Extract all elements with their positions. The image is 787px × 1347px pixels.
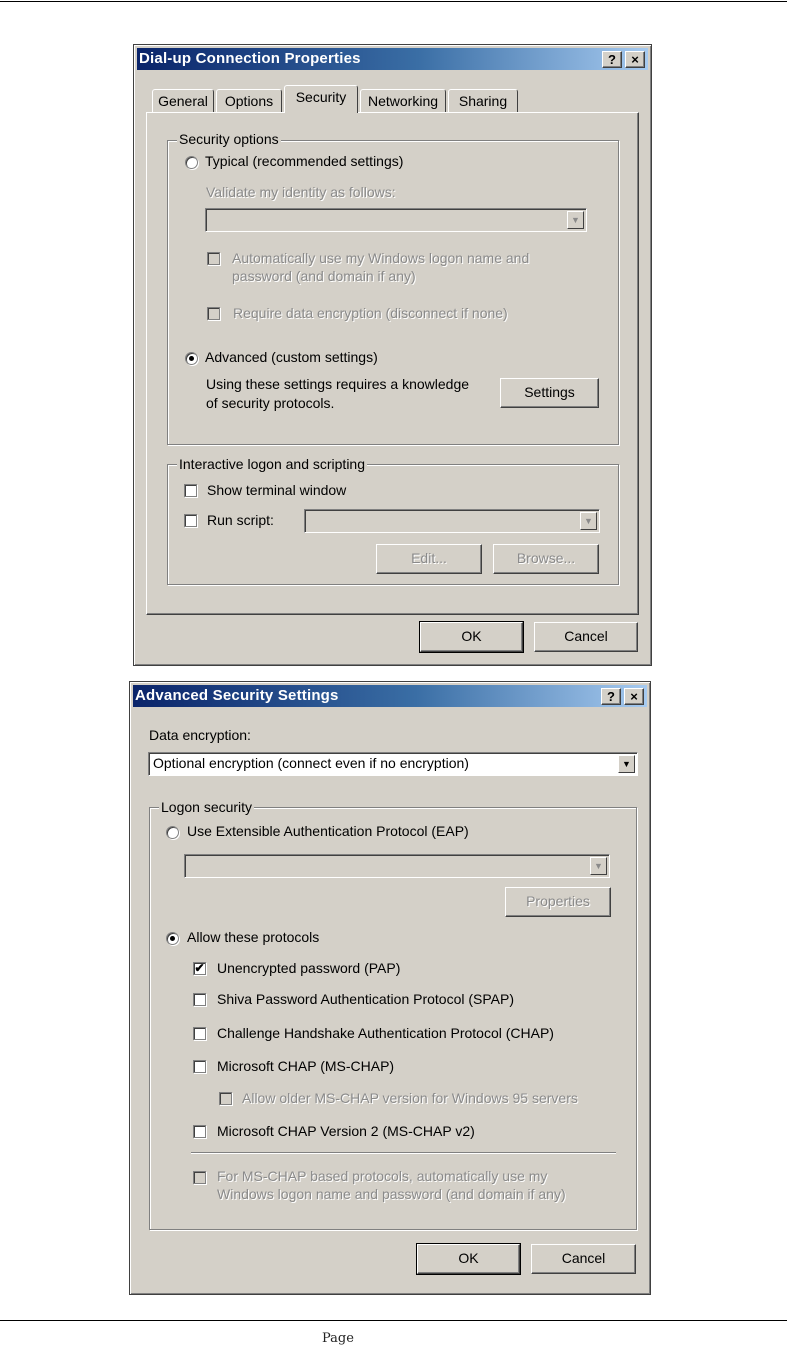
auto-logon-mschap-line2: Windows logon name and password (and domain if any)	[217, 1186, 566, 1202]
auto-logon-checkbox[interactable]	[207, 252, 220, 265]
tab-networking[interactable]: Networking	[360, 89, 446, 113]
help-button[interactable]: ?	[602, 51, 622, 68]
properties-button[interactable]: Properties	[505, 887, 611, 917]
allow-older-mschap-checkbox[interactable]	[219, 1092, 232, 1105]
eap-label: Use Extensible Authentication Protocol (EAP)	[187, 823, 469, 839]
dial-up-properties-dialog	[133, 44, 652, 666]
help-button[interactable]: ?	[601, 688, 621, 705]
logon-security-label: Logon security	[161, 799, 253, 815]
advanced-security-settings-dialog	[129, 681, 651, 1295]
allow-older-mschap-label: Allow older MS-CHAP version for Windows 95 servers	[242, 1090, 578, 1106]
spap-checkbox[interactable]	[193, 993, 206, 1006]
advanced-description-line1: Using these settings requires a knowledge	[206, 376, 470, 392]
show-terminal-label: Show terminal window	[207, 482, 347, 498]
mschap-v2-checkbox[interactable]	[193, 1125, 206, 1138]
ok-button[interactable]: OK	[420, 622, 523, 652]
browse-button[interactable]: Browse...	[493, 544, 599, 574]
ok-button[interactable]: OK	[417, 1244, 520, 1274]
dropdown-arrow-icon: ▼	[590, 857, 607, 875]
data-encryption-label: Data encryption:	[149, 727, 251, 743]
mschap-v2-label: Microsoft CHAP Version 2 (MS-CHAP v2)	[217, 1123, 475, 1139]
cancel-button[interactable]: Cancel	[534, 622, 638, 652]
auto-logon-mschap-line1: For MS-CHAP based protocols, automatically use my	[217, 1168, 548, 1184]
run-script-label: Run script:	[207, 512, 274, 528]
allow-protocols-radio[interactable]	[166, 932, 179, 945]
advanced-radio[interactable]	[185, 352, 198, 365]
edit-button[interactable]: Edit...	[376, 544, 482, 574]
protocols-separator	[191, 1152, 616, 1154]
allow-protocols-label: Allow these protocols	[187, 929, 320, 945]
chap-label: Challenge Handshake Authentication Protocol (CHAP)	[217, 1025, 554, 1041]
tab-options[interactable]: Options	[216, 89, 282, 113]
pap-checkbox[interactable]: ✔	[194, 961, 205, 975]
tab-sharing[interactable]: Sharing	[448, 89, 518, 113]
interactive-logon-label: Interactive logon and scripting	[179, 456, 365, 472]
show-terminal-checkbox[interactable]	[184, 484, 197, 497]
dialog-title: Advanced Security Settings	[135, 687, 339, 704]
typical-label: Typical (recommended settings)	[205, 153, 404, 169]
dropdown-arrow-icon: ▼	[567, 211, 584, 229]
dropdown-arrow-icon: ▼	[618, 755, 635, 773]
dialog-title-bar[interactable]	[133, 685, 647, 707]
typical-radio[interactable]	[185, 156, 198, 169]
cancel-button[interactable]: Cancel	[531, 1244, 636, 1274]
top-page-rule	[0, 1, 787, 2]
advanced-description-line2: of security protocols.	[206, 395, 335, 411]
chap-checkbox[interactable]	[193, 1027, 206, 1040]
security-options-label: Security options	[179, 131, 279, 147]
bottom-page-rule	[0, 1320, 787, 1321]
page-footer: Page	[322, 1331, 354, 1346]
eap-radio[interactable]	[166, 826, 179, 839]
require-encryption-label: Require data encryption (disconnect if none)	[233, 305, 508, 321]
auto-logon-label-line2: password (and domain if any)	[232, 268, 416, 284]
pap-label: Unencrypted password (PAP)	[217, 960, 401, 976]
close-button[interactable]: ×	[625, 51, 645, 68]
dropdown-arrow-icon: ▼	[580, 512, 597, 530]
auto-logon-label-line1: Automatically use my Windows logon name and	[232, 250, 530, 266]
settings-button[interactable]: Settings	[500, 378, 599, 408]
data-encryption-value: Optional encryption (connect even if no encryption)	[153, 755, 469, 771]
dialog-title-bar[interactable]	[137, 48, 648, 70]
validate-identity-label: Validate my identity as follows:	[206, 184, 396, 200]
run-script-checkbox[interactable]	[184, 514, 197, 527]
eap-dropdown[interactable]	[184, 854, 610, 878]
run-script-dropdown[interactable]	[304, 509, 600, 533]
close-button[interactable]: ×	[624, 688, 644, 705]
auto-logon-mschap-checkbox[interactable]	[193, 1171, 206, 1184]
tab-general[interactable]: General	[152, 89, 214, 113]
dialog-title: Dial-up Connection Properties	[139, 50, 361, 67]
spap-label: Shiva Password Authentication Protocol (SPAP)	[217, 991, 515, 1007]
validate-identity-dropdown[interactable]	[205, 208, 587, 232]
tab-security[interactable]: Security	[284, 85, 358, 113]
require-encryption-checkbox[interactable]	[207, 307, 220, 320]
mschap-label: Microsoft CHAP (MS-CHAP)	[217, 1058, 395, 1074]
data-encryption-dropdown[interactable]	[148, 752, 638, 776]
advanced-label: Advanced (custom settings)	[205, 349, 378, 365]
mschap-checkbox[interactable]	[193, 1060, 206, 1073]
